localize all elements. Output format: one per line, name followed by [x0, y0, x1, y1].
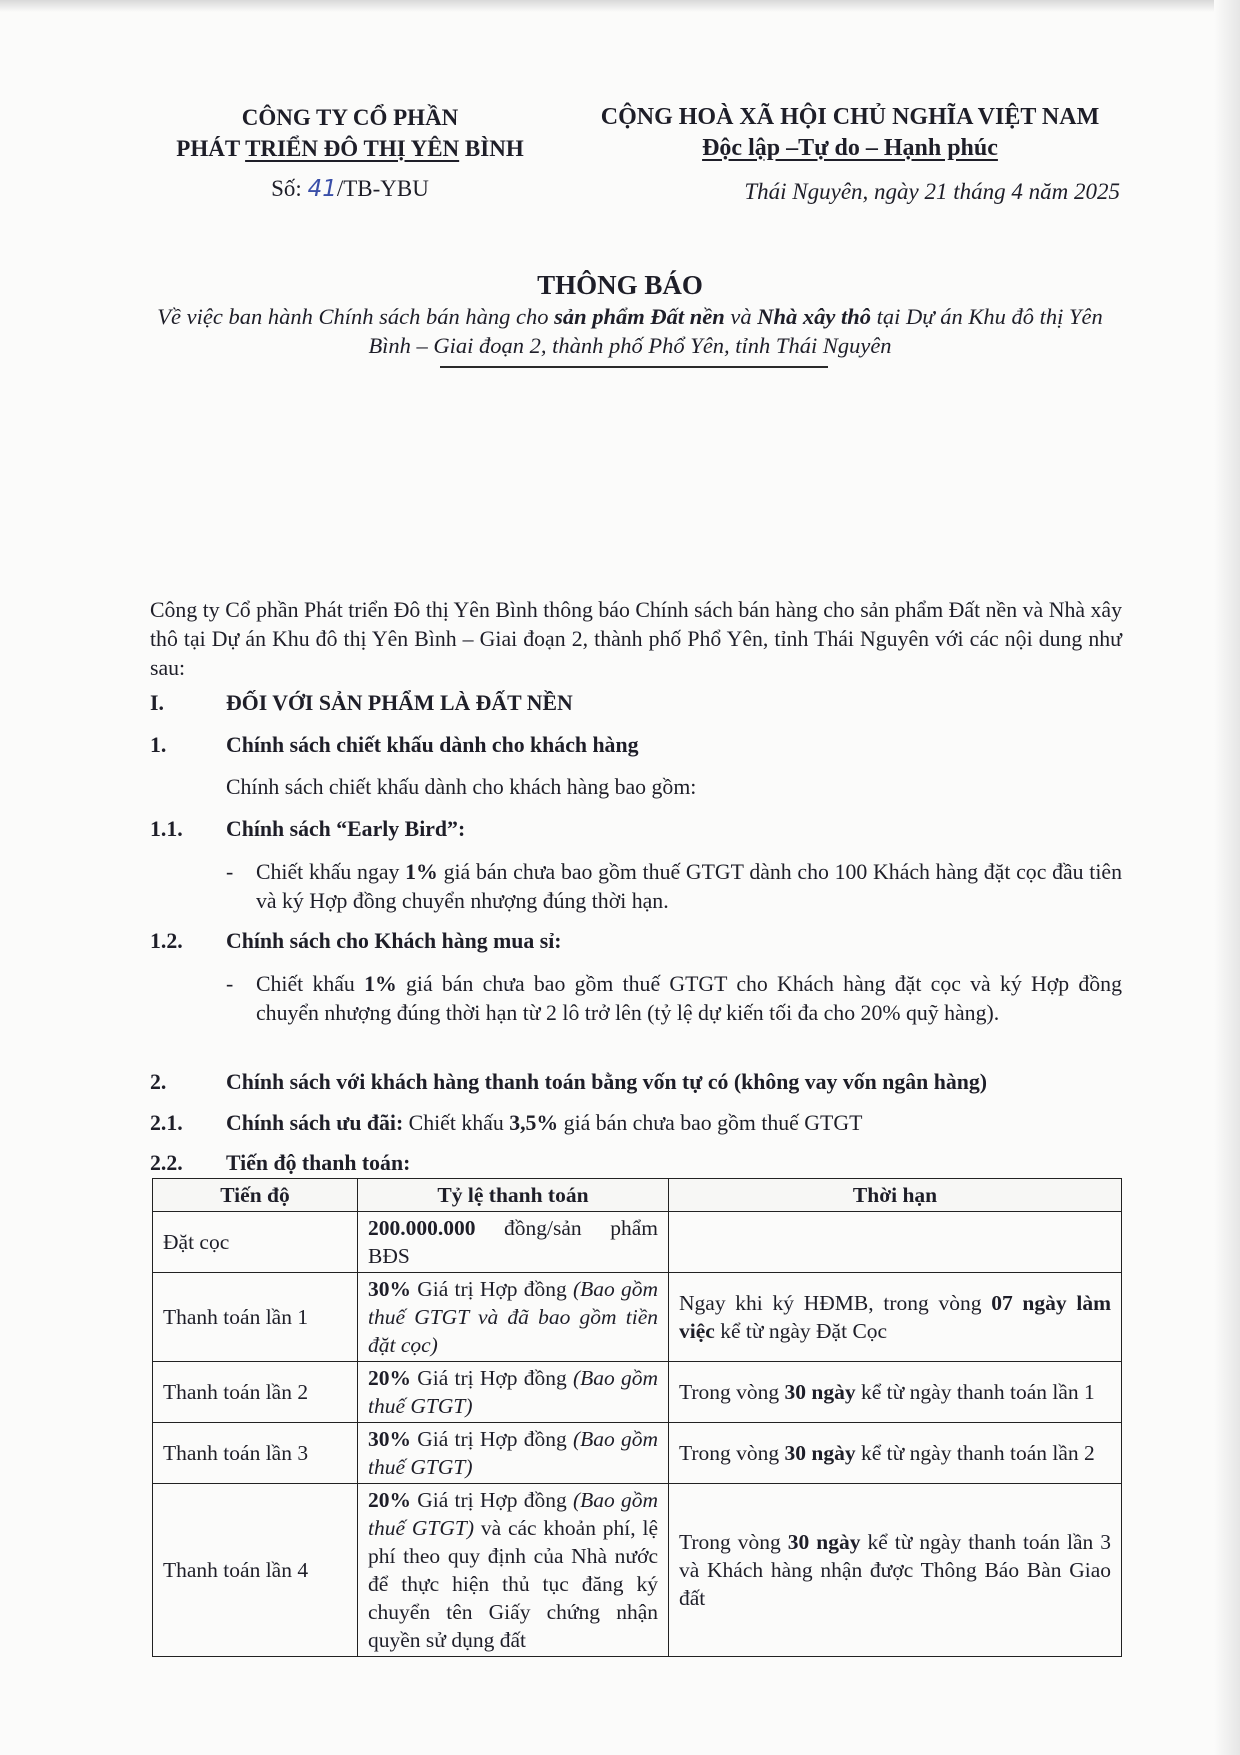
stage-cell: Thanh toán lần 1: [153, 1273, 358, 1362]
scan-top-edge: [0, 0, 1240, 12]
document-subtitle: Về việc ban hành Chính sách bán hàng cho sản phẩm Đất nền và Nhà xây thô tại Dự án Khu đô thị Yên Bình – Giai đoạn 2, thành phố Phổ Yên, tỉnh Thái Nguyên: [157, 304, 1103, 358]
document-page: CÔNG TY CỔ PHẦN PHÁT TRIỂN ĐÔ THỊ YÊN BÌNH Số: 41/TB-YBU CỘNG HOÀ XÃ HỘI CHỦ NGHĨA VIỆT NAM Độc lập –Tự do – Hạnh phúc Thái Nguyên, ngày 21 tháng 4 năm 2025 THÔNG BÁO Về việc ban hành Chính sách bán hàng cho sản phẩm Đất nền và Nhà xây thô tại Dự án Khu đô thị Yên Bình – Giai đoạn 2, thành phố Phổ Yên, tỉnh Thái Nguyên Công ty Cổ phần Phát triển Đô thị Yên Bình thông báo Chính sách bán hàng cho sản phẩm Đất nền và Nhà xây thô tại Dự án Khu đô thị Yên Bình – Giai đoạn 2, thành phố Phổ Yên, tỉnh Thái Nguyên với các nội dung như sau: I. ĐỐI VỚI SẢN PHẨM LÀ ĐẤT NỀN 1. Chính sách chiết khấu dành cho khách hàng Chính sách chiết khấu dành cho khách hàng bao gồm: 1.1. Chính sách “Early Bird”: - Chiết khấu ngay 1% giá bán chưa bao gồm thuế GTGT dành cho 100 Khách hàng đặt cọc đầu tiên và ký Hợp đồng chuyển nhượng đúng thời hạn. 1.2. Chính sách cho Khách hàng mua sỉ: - Chiết khấu 1% giá bán chưa bao gồm thuế GTGT cho Khách hàng đặt cọc và ký Hợp đồng chuyển nhượng đúng thời hạn từ 2 lô trở lên (tỷ lệ dự kiến tối đa cho 20% quỹ hàng). 2. Chính sách với khách hàng thanh toán bằng vốn tự có (không vay vốn ngân hàng) 2.1. Chính sách ưu đãi: Chiết khấu 3,5% giá bán chưa bao gồm thuế GTGT 2.2. Tiến độ thanh toán: Tiến độ Tỷ lệ thanh toán Thời hạn Đặt cọc 200.000.000 đồng/sản phẩm BĐS Thanh toán lần 1 30% Giá trị Hợp đồng (Bao gồm thuế GTGT và đã bao gồm tiền đặt cọc) Ngay khi ký HĐMB, trong vòng 07 ngày làm việc kể từ ngày Đặt Cọc Thanh toán lần 2 20% Giá trị Hợp đồng (Bao gồm thuế GTGT) Trong vòng 30 ngày kể từ ngày thanh toán lần 1 Thanh toán lần 3 30% Giá trị Hợp đồng (Bao gồm thuế GTGT) Trong vòng 30 ngày kể từ ngày thanh toán lần 2 Thanh toán lần 4 20% Giá trị Hợp đồng (Bao gồm thuế GTGT) và các khoản phí, lệ phí theo quy định của Nhà nước để thực hiện thủ tục đăng ký chuyển tên Giấy chứng nhận quyền sử dụng đất Trong vòng 30 ngày kể từ ngày thanh toán lần 3 và Khách hàng nhận được Thông Báo Bàn Giao đất: [0, 0, 1240, 1755]
scan-right-edge: [1214, 0, 1240, 1755]
payment-schedule-table: [152, 1178, 1122, 1657]
company-name-line1: CÔNG TY CỔ PHẦN: [241, 105, 459, 130]
rate-cell: 30% Giá trị Hợp đồng (Bao gồm thuế GTGT và đã bao gồm tiền đặt cọc): [358, 1273, 669, 1362]
column-header: Tiến độ: [153, 1179, 358, 1212]
column-header: Tỷ lệ thanh toán: [358, 1179, 669, 1212]
deadline-cell: Trong vòng 30 ngày kể từ ngày thanh toán lần 3 và Khách hàng nhận được Thông Báo Bàn Giao đất: [669, 1484, 1122, 1657]
table-row: [153, 1273, 1122, 1362]
document-title: THÔNG BÁO: [537, 270, 703, 300]
rate-cell: 200.000.000 đồng/sản phẩm BĐS: [358, 1212, 669, 1273]
subtitle-rule: [440, 366, 828, 368]
stage-cell: Thanh toán lần 2: [153, 1362, 358, 1423]
deadline-cell: [669, 1212, 1122, 1273]
bullet-wholesale: - Chiết khấu 1% giá bán chưa bao gồm thuế GTGT cho Khách hàng đặt cọc và ký Hợp đồng chuyển nhượng đúng thời hạn từ 2 lô trở lên (tỷ lệ dự kiến tối đa cho 20% quỹ hàng).: [226, 972, 1122, 1025]
document-date: Thái Nguyên, ngày 21 tháng 4 năm 2025: [744, 179, 1120, 204]
handwritten-number: 41: [307, 176, 337, 202]
rate-cell: 20% Giá trị Hợp đồng (Bao gồm thuế GTGT): [358, 1362, 669, 1423]
national-motto: Độc lập –Tự do – Hạnh phúc: [702, 135, 998, 161]
nation-name: CỘNG HOÀ XÃ HỘI CHỦ NGHĨA VIỆT NAM: [600, 104, 1100, 130]
company-name-line2: PHÁT TRIỂN ĐÔ THỊ YÊN BÌNH: [176, 136, 524, 161]
bullet-early-bird: - Chiết khấu ngay 1% giá bán chưa bao gồm thuế GTGT dành cho 100 Khách hàng đặt cọc đầu tiên và ký Hợp đồng chuyển nhượng đúng thời hạn.: [226, 860, 1122, 913]
deadline-cell: Ngay khi ký HĐMB, trong vòng 07 ngày làm việc kể từ ngày Đặt Cọc: [669, 1273, 1122, 1362]
intro-paragraph: Công ty Cổ phần Phát triển Đô thị Yên Bình thông báo Chính sách bán hàng cho sản phẩm Đất nền và Nhà xây thô tại Dự án Khu đô thị Yên Bình – Giai đoạn 2, thành phố Phổ Yên, tỉnh Thái Nguyên với các nội dung như sau:: [150, 598, 1122, 680]
table-row: [153, 1423, 1122, 1484]
deadline-cell: Trong vòng 30 ngày kể từ ngày thanh toán lần 1: [669, 1362, 1122, 1423]
rate-cell: 20% Giá trị Hợp đồng (Bao gồm thuế GTGT) và các khoản phí, lệ phí theo quy định của Nhà nước để thực hiện thủ tục đăng ký chuyển tên Giấy chứng nhận quyền sử dụng đất: [358, 1484, 669, 1657]
column-header: Thời hạn: [669, 1179, 1122, 1212]
stage-cell: Thanh toán lần 4: [153, 1484, 358, 1657]
stage-cell: Thanh toán lần 3: [153, 1423, 358, 1484]
document-number: Số: 41/TB-YBU: [271, 176, 429, 202]
table-row: [153, 1212, 1122, 1273]
deadline-cell: Trong vòng 30 ngày kể từ ngày thanh toán lần 2: [669, 1423, 1122, 1484]
company-header: [150, 102, 550, 164]
table-row: [153, 1362, 1122, 1423]
heading-1-text: Chính sách chiết khấu dành cho khách hàng bao gồm:: [226, 775, 697, 799]
table-header-row: [153, 1179, 1122, 1212]
rate-cell: 30% Giá trị Hợp đồng (Bao gồm thuế GTGT): [358, 1423, 669, 1484]
nation-header: [585, 102, 1115, 164]
table-row: [153, 1484, 1122, 1657]
stage-cell: Đặt cọc: [153, 1212, 358, 1273]
